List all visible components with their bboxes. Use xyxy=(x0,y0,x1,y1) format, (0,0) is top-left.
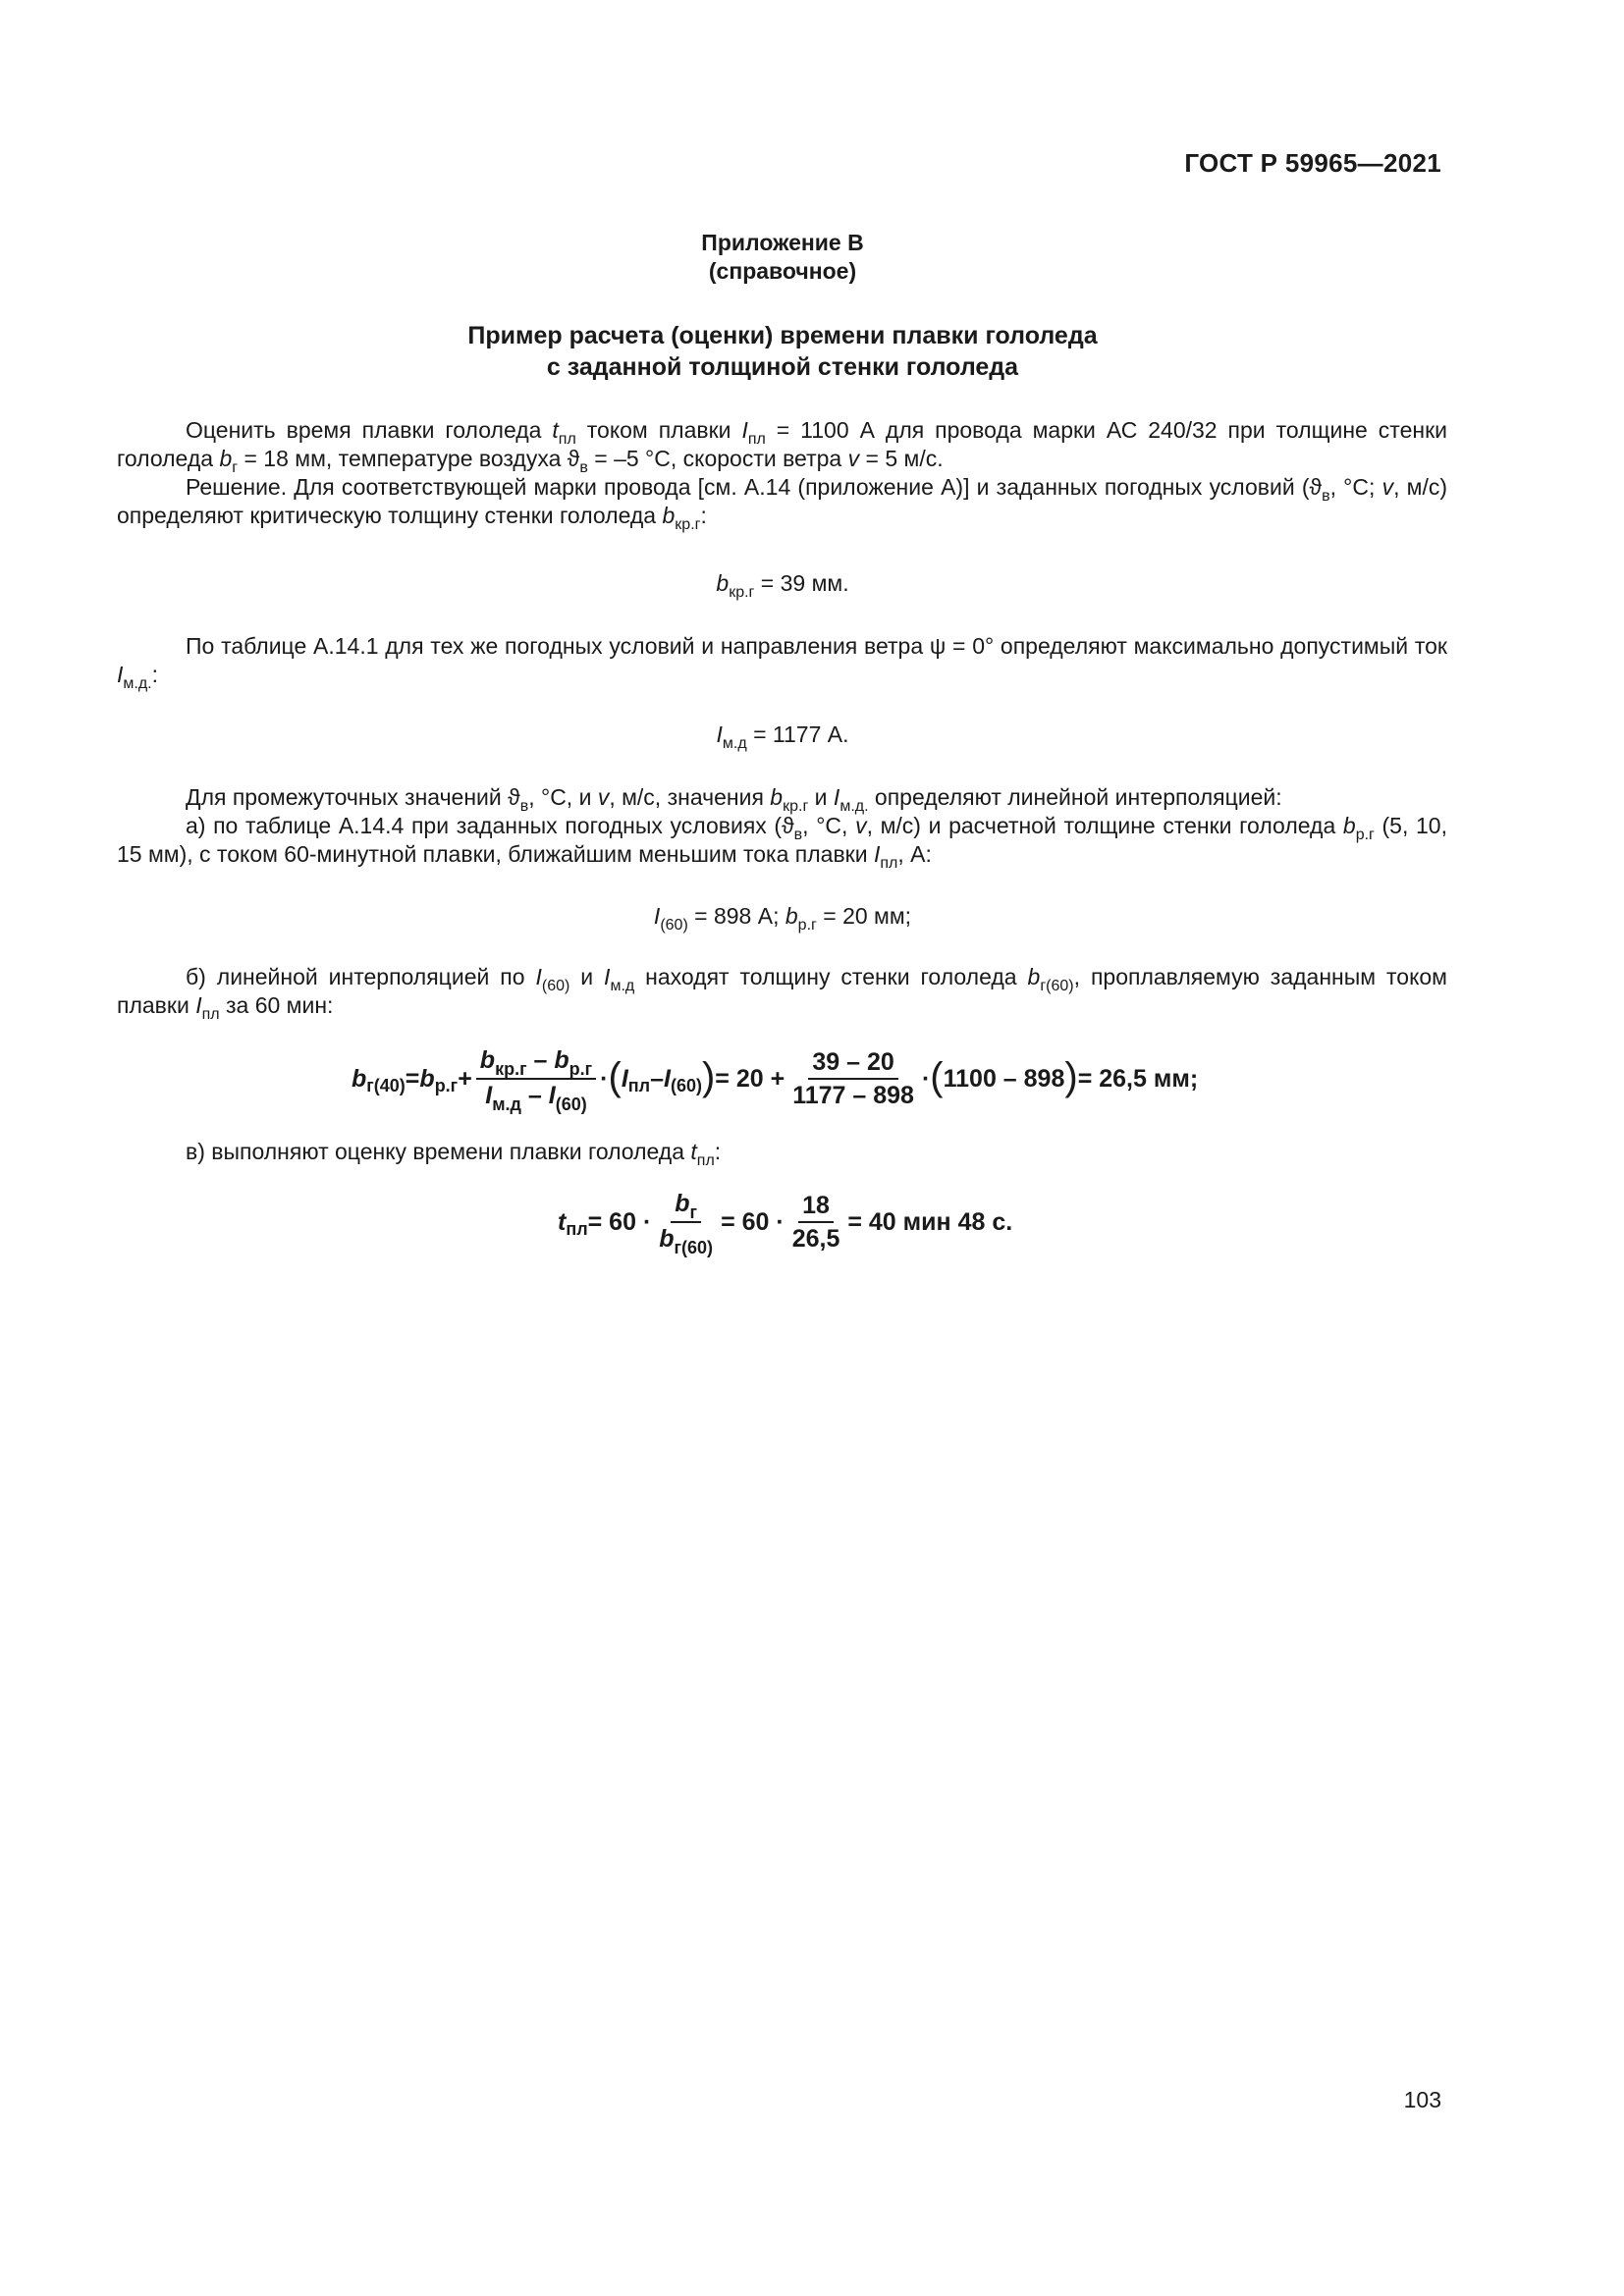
page-number: 103 xyxy=(1403,2087,1441,2112)
section-heading xyxy=(0,320,1565,383)
task-paragraph: Оценить время плавки гололеда $t_{пл}$ током плавки $I_{пл} = 1100$ А для провода марки АС 240/32 при толщине стенки гололеда $b_г = 18$ мм, температуре воздуха $ϑ_в = -5$ °С, скорости ветра v = 5 м/с. xyxy=(117,417,1447,476)
appendix-status: (справочное) xyxy=(708,258,857,284)
section-heading-line-2: с заданной толщиной стенки гололеда xyxy=(546,353,1019,381)
section-heading-line-1: Пример расчета (оценки) времени плавки гололеда xyxy=(467,322,1098,349)
equation-i60: $I_{(60)} = 898$ А; $b_{р.г} = 20$ мм; xyxy=(653,903,912,934)
step-b-paragraph: б) линейной интерполяцией по $I_{(60)}$ и $I_{м.д}$ находят толщину стенки гололеда $b_{г(60)}$, проплавляемую заданным током плавки $I_{пл}$ за 60 мин: xyxy=(117,964,1447,1023)
fraction-ratio: $\frac{b_г}{b_{г(60)}}$ xyxy=(659,1190,714,1257)
appendix-title: Приложение В xyxy=(701,230,864,255)
fraction-numeric: $\frac{39 - 20}{1177 - 898}$ xyxy=(792,1048,914,1109)
formula-melting-time: t пл = 60 · $\frac{b_г}{b_{г(60)}}$ = 60 · $\frac{18}{26,5}$ = 40 мин 48 с. xyxy=(558,1190,1013,1257)
step-a-paragraph: а) по таблице А.14.4 при заданных погодных условиях ($ϑ_в$, °С, v, м/с) и расчетной толщине стенки гололеда $b_{р.г}$ (5, 10, 15 мм), с током 60-минутной плавки, ближайшим меньшим тока плавки $I_{пл}$, А: xyxy=(117,813,1447,872)
interpolation-paragraphs xyxy=(117,783,1447,872)
formula-interpolation: b г(40) = b р.г + $\frac{b_{кр.г} - b_{р.г}}{I_{м.д} - I_{(60)}}$ · ( I пл – I (60) ) = 20 + $\frac{39 - 20}{1177 - 898}$ · ( 1100 – 898 ) = 26,5 мм; xyxy=(352,1046,1199,1114)
solution-paragraph: Решение. Для соответствующей марки провода [см. А.14 (приложение А)] и заданных погодных условий ($ϑ_в$, °С; v, м/с) определяют критическую толщину стенки гололеда $b_{кр.г}$: xyxy=(117,474,1447,533)
step-c-paragraph: в) выполняют оценку времени плавки гололеда $t_{пл}$: xyxy=(186,1139,722,1169)
equation-b-critical: $b_{кр.г} = 39$ мм. xyxy=(716,570,849,601)
fraction-b: $\frac{b_{кр.г} - b_{р.г}}{I_{м.д} - I_{(60)}}$ xyxy=(476,1046,596,1111)
interpolation-intro: Для промежуточных значений $ϑ_в$, °С, и v, м/с, значения $b_{кр.г}$ и $I_{м.д.}$ определяют линейной интерполяцией: xyxy=(186,784,1282,815)
equation-i-max: $I_{м.д} = 1177$ А. xyxy=(716,721,849,752)
fraction-ratio-numeric: $\frac{18}{26,5}$ xyxy=(791,1192,840,1253)
table-paragraph: По таблице А.14.1 для тех же погодных условий и направления ветра ψ = 0° определяют максимально допустимый ток $I_{м.д.}$: xyxy=(117,633,1447,692)
document-id: ГОСТ Р 59965—2021 xyxy=(1184,148,1441,178)
intro-paragraphs xyxy=(117,416,1447,533)
